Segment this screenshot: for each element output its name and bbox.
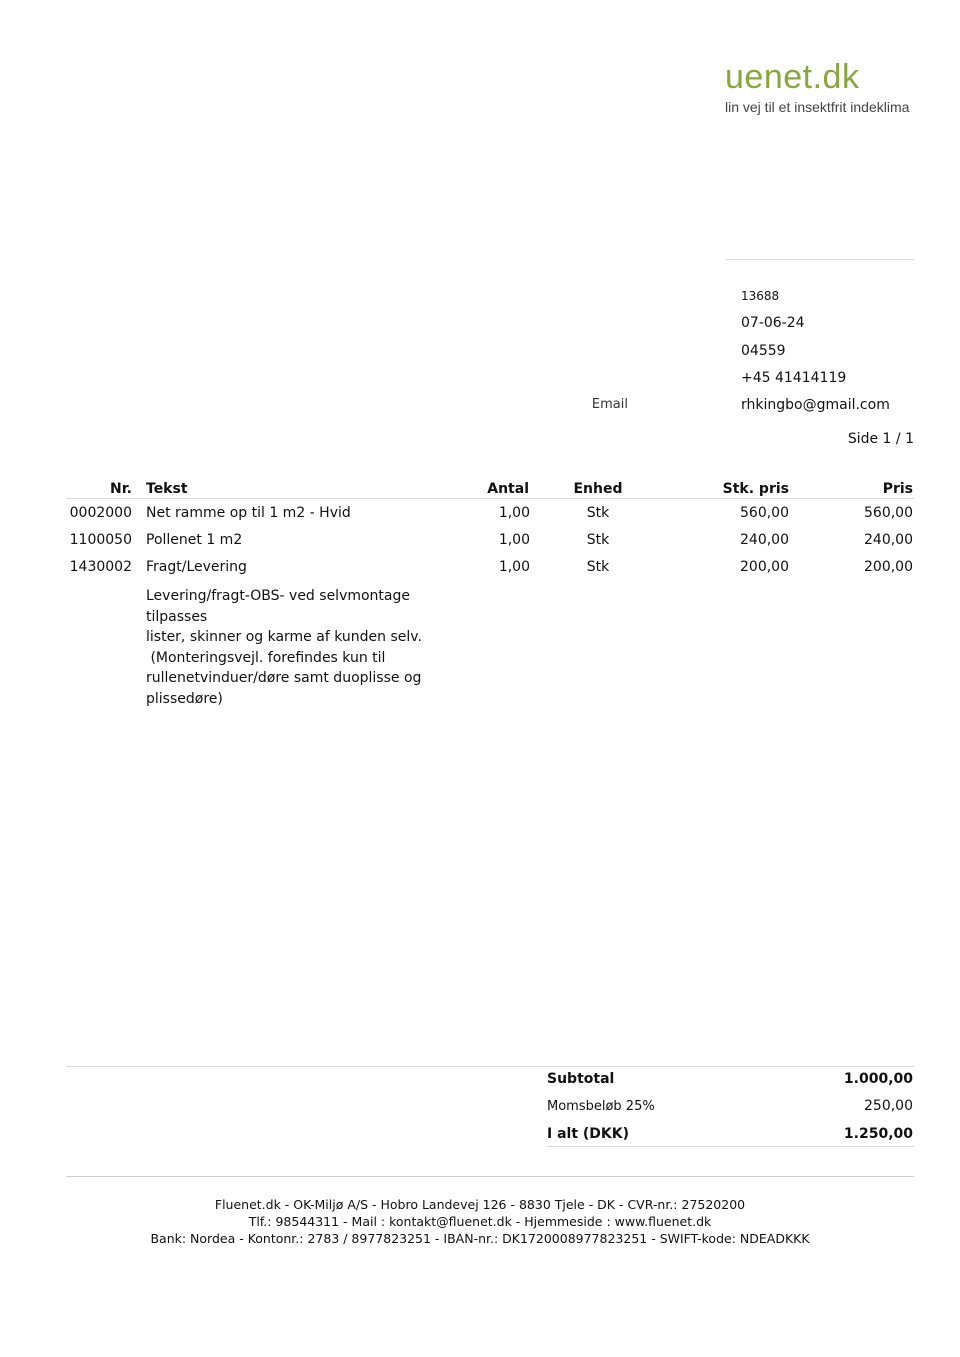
totals-divider [66,1066,914,1067]
total-label: I alt (DKK) [547,1126,630,1142]
col-header-unit-price: Stk. pris [722,481,789,497]
note-line: (Monteringsvejl. forefindes kun til [146,649,386,666]
company-tagline: lin vej til et insektfrit indeklima [725,99,910,115]
row-price: 560,00 [864,505,913,521]
page-number: Side 1 / 1 [847,431,914,447]
row-nr: 1100050 [69,532,132,548]
footer-bank-line: Bank: Nordea - Kontonr.: 2783 / 8977823251 - IBAN-nr.: DK1720008977823251 - SWIFT-kode: NDEADKKK [150,1231,810,1246]
document-date: 07-06-24 [741,315,805,331]
table-header-divider [66,498,914,499]
note-line: lister, skinner og karme af kunden selv. [146,629,422,645]
row-price: 200,00 [864,559,913,575]
row-price: 240,00 [864,532,913,548]
note-line: rullenetvinduer/døre samt duoplisse og [146,670,422,686]
row-nr: 0002000 [69,505,132,521]
row-unit-price: 200,00 [740,559,789,575]
subtotal-label: Subtotal [547,1071,615,1087]
col-header-price: Pris [882,481,913,497]
col-header-unit: Enhed [573,481,623,497]
customer-phone: +45 41414119 [741,370,847,386]
note-line: Levering/fragt-OBS- ved selvmontage tilpasses [146,588,410,625]
document-number: 13688 [741,289,780,303]
row-text: Pollenet 1 m2 [146,532,243,548]
footer-contact-line: Tlf.: 98544311 - Mail : kontakt@fluenet.dk - Hjemmeside : www.fluenet.dk [248,1214,712,1229]
row-unit: Stk [586,559,610,575]
row-qty: 1,00 [498,532,530,548]
email-label: Email [591,397,628,411]
subtotal-value: 1.000,00 [843,1071,913,1087]
customer-email: rhkingbo@gmail.com [741,397,890,413]
note-line: plissedøre) [146,690,223,707]
col-header-qty: Antal [487,481,529,497]
total-underline [547,1146,914,1147]
vat-label: Momsbeløb 25% [547,1099,655,1114]
vat-value: 250,00 [864,1098,913,1114]
row-unit-price: 240,00 [740,532,789,548]
row-unit: Stk [586,505,610,521]
row-qty: 1,00 [498,505,530,521]
footer-company-line: Fluenet.dk - OK-Miljø A/S - Hobro Landevej 126 - 8830 Tjele - DK - CVR-nr.: 27520200 [214,1197,746,1212]
col-header-text: Tekst [146,481,188,497]
row-text: Fragt/Levering [146,559,247,575]
total-value: 1.250,00 [843,1126,913,1142]
row-unit-price: 560,00 [740,505,789,521]
delivery-note [146,586,466,709]
row-nr: 1430002 [69,559,132,575]
row-text: Net ramme op til 1 m2 - Hvid [146,505,351,521]
col-header-nr: Nr. [110,481,132,497]
company-logo: uenet.dk [725,58,860,96]
footer-divider [66,1176,914,1177]
row-qty: 1,00 [498,559,530,575]
customer-number: 04559 [741,343,786,359]
meta-divider [726,259,914,260]
row-unit: Stk [586,532,610,548]
